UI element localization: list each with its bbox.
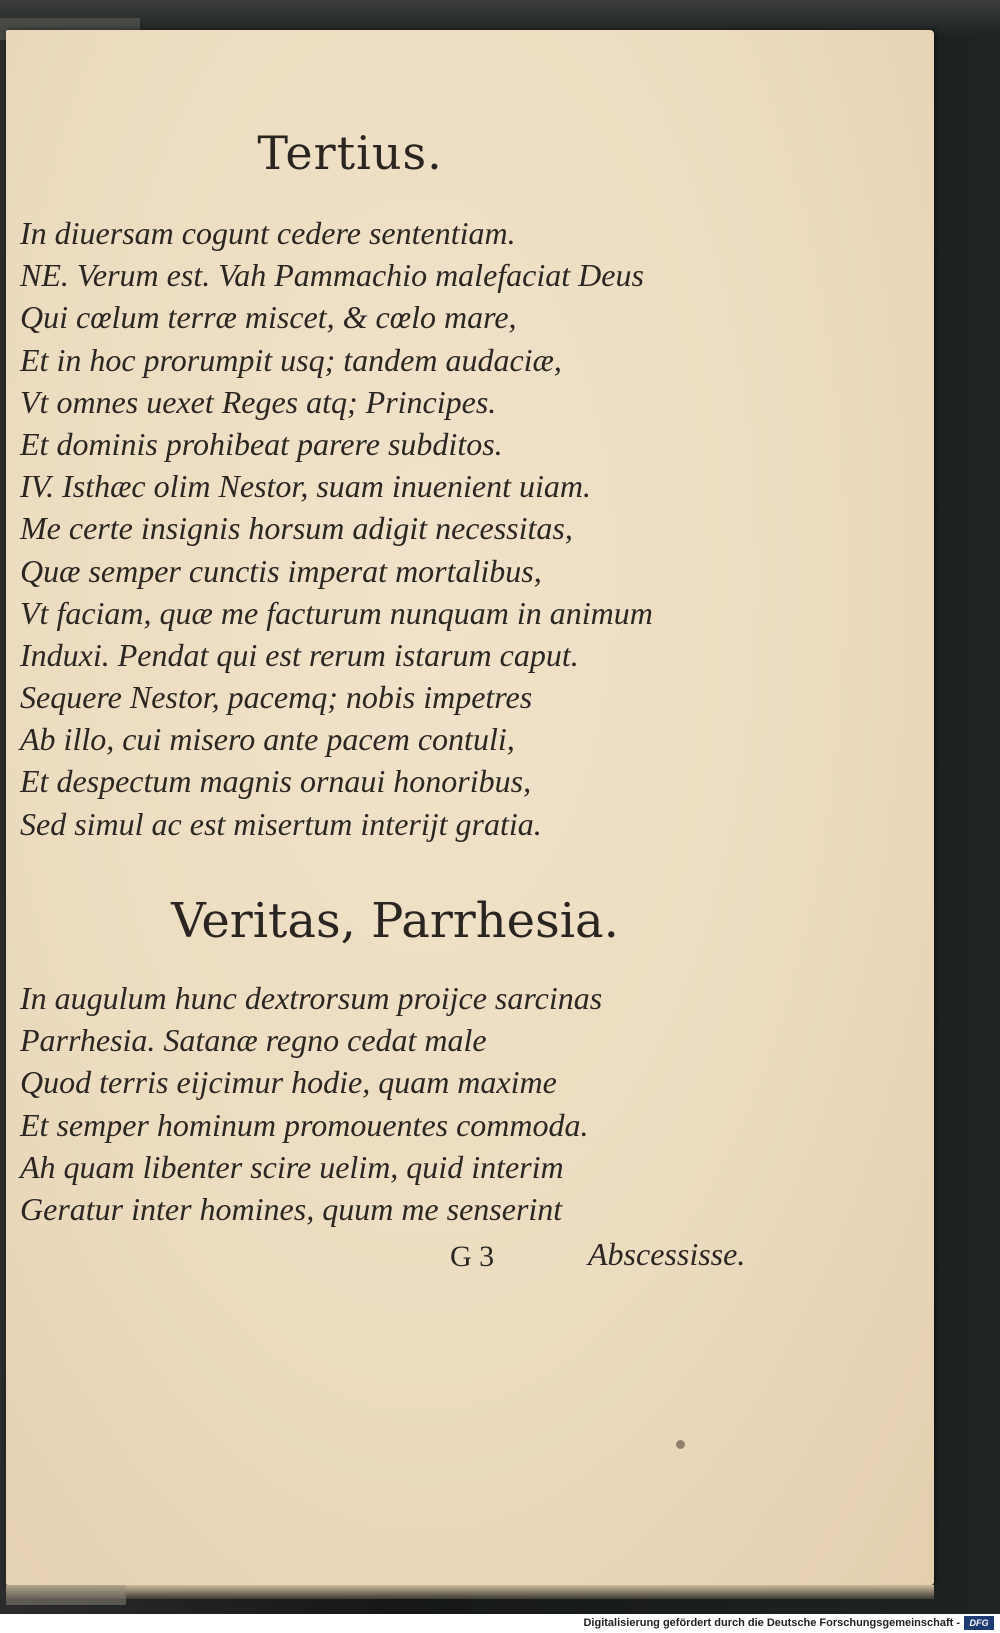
- page-bottom-edge: [6, 1585, 934, 1599]
- verse-line: Ab illo, cui misero ante pacem contuli,: [20, 721, 515, 758]
- page-corner-scrap: [6, 1585, 126, 1605]
- verse-line: Et semper hominum promouentes commoda.: [20, 1106, 589, 1143]
- dfg-logo: DFG: [964, 1616, 994, 1630]
- verse-line: IV. Isthæc olim Nestor, suam inuenient uiam.: [20, 468, 591, 505]
- verse-line: Qui cœlum terræ miscet, & cœlo mare,: [20, 299, 517, 336]
- section-heading-veritas: Veritas, Parrhesia.: [171, 893, 619, 949]
- verse-line: Et in hoc prorumpit usq; tandem audaciæ,: [20, 341, 562, 378]
- catchword: Abscessisse.: [588, 1236, 746, 1272]
- verse-line: In augulum hunc dextrorsum proijce sarcinas: [20, 980, 603, 1016]
- verse-line: Sed simul ac est misertum interijt gratia.: [20, 805, 542, 842]
- verse-line: Geratur inter homines, quum me senserint: [20, 1190, 563, 1227]
- verse-line: Et dominis prohibeat parere subditos.: [20, 425, 503, 462]
- funding-credit: Digitalisierung gefördert durch die Deutsche Forschungsgemeinschaft -: [583, 1617, 960, 1629]
- verse-line: Et despectum magnis ornaui honoribus,: [20, 763, 532, 800]
- signature-mark: G 3: [450, 1240, 495, 1273]
- verse-line: Parrhesia. Satanæ regno cedat male: [20, 1022, 487, 1059]
- ink-spot: [676, 1440, 685, 1449]
- verse-block-top: [20, 212, 780, 845]
- verse-line: In diuersam cogunt cedere sententiam.: [20, 215, 516, 251]
- verse-line: Vt faciam, quæ me facturum nunquam in animum: [20, 594, 653, 631]
- page-heading-tertius: Tertius.: [257, 126, 443, 180]
- verse-line: Quæ semper cunctis imperat mortalibus,: [20, 552, 542, 589]
- verse-line: Sequere Nestor, pacemq; nobis impetres: [20, 679, 533, 716]
- verse-line: Me certe insignis horsum adigit necessitas,: [20, 510, 573, 547]
- verse-line: Induxi. Pendat qui est rerum istarum caput.: [20, 636, 579, 673]
- verse-line: Vt omnes uexet Reges atq; Principes.: [20, 383, 497, 420]
- verse-line: Quod terris eijcimur hodie, quam maxime: [20, 1064, 557, 1101]
- verse-block-bottom: [20, 977, 780, 1230]
- verse-line: NE. Verum est. Vah Pammachio malefaciat Deus: [20, 257, 644, 294]
- verse-line: Ah quam libenter scire uelim, quid interim: [20, 1148, 564, 1185]
